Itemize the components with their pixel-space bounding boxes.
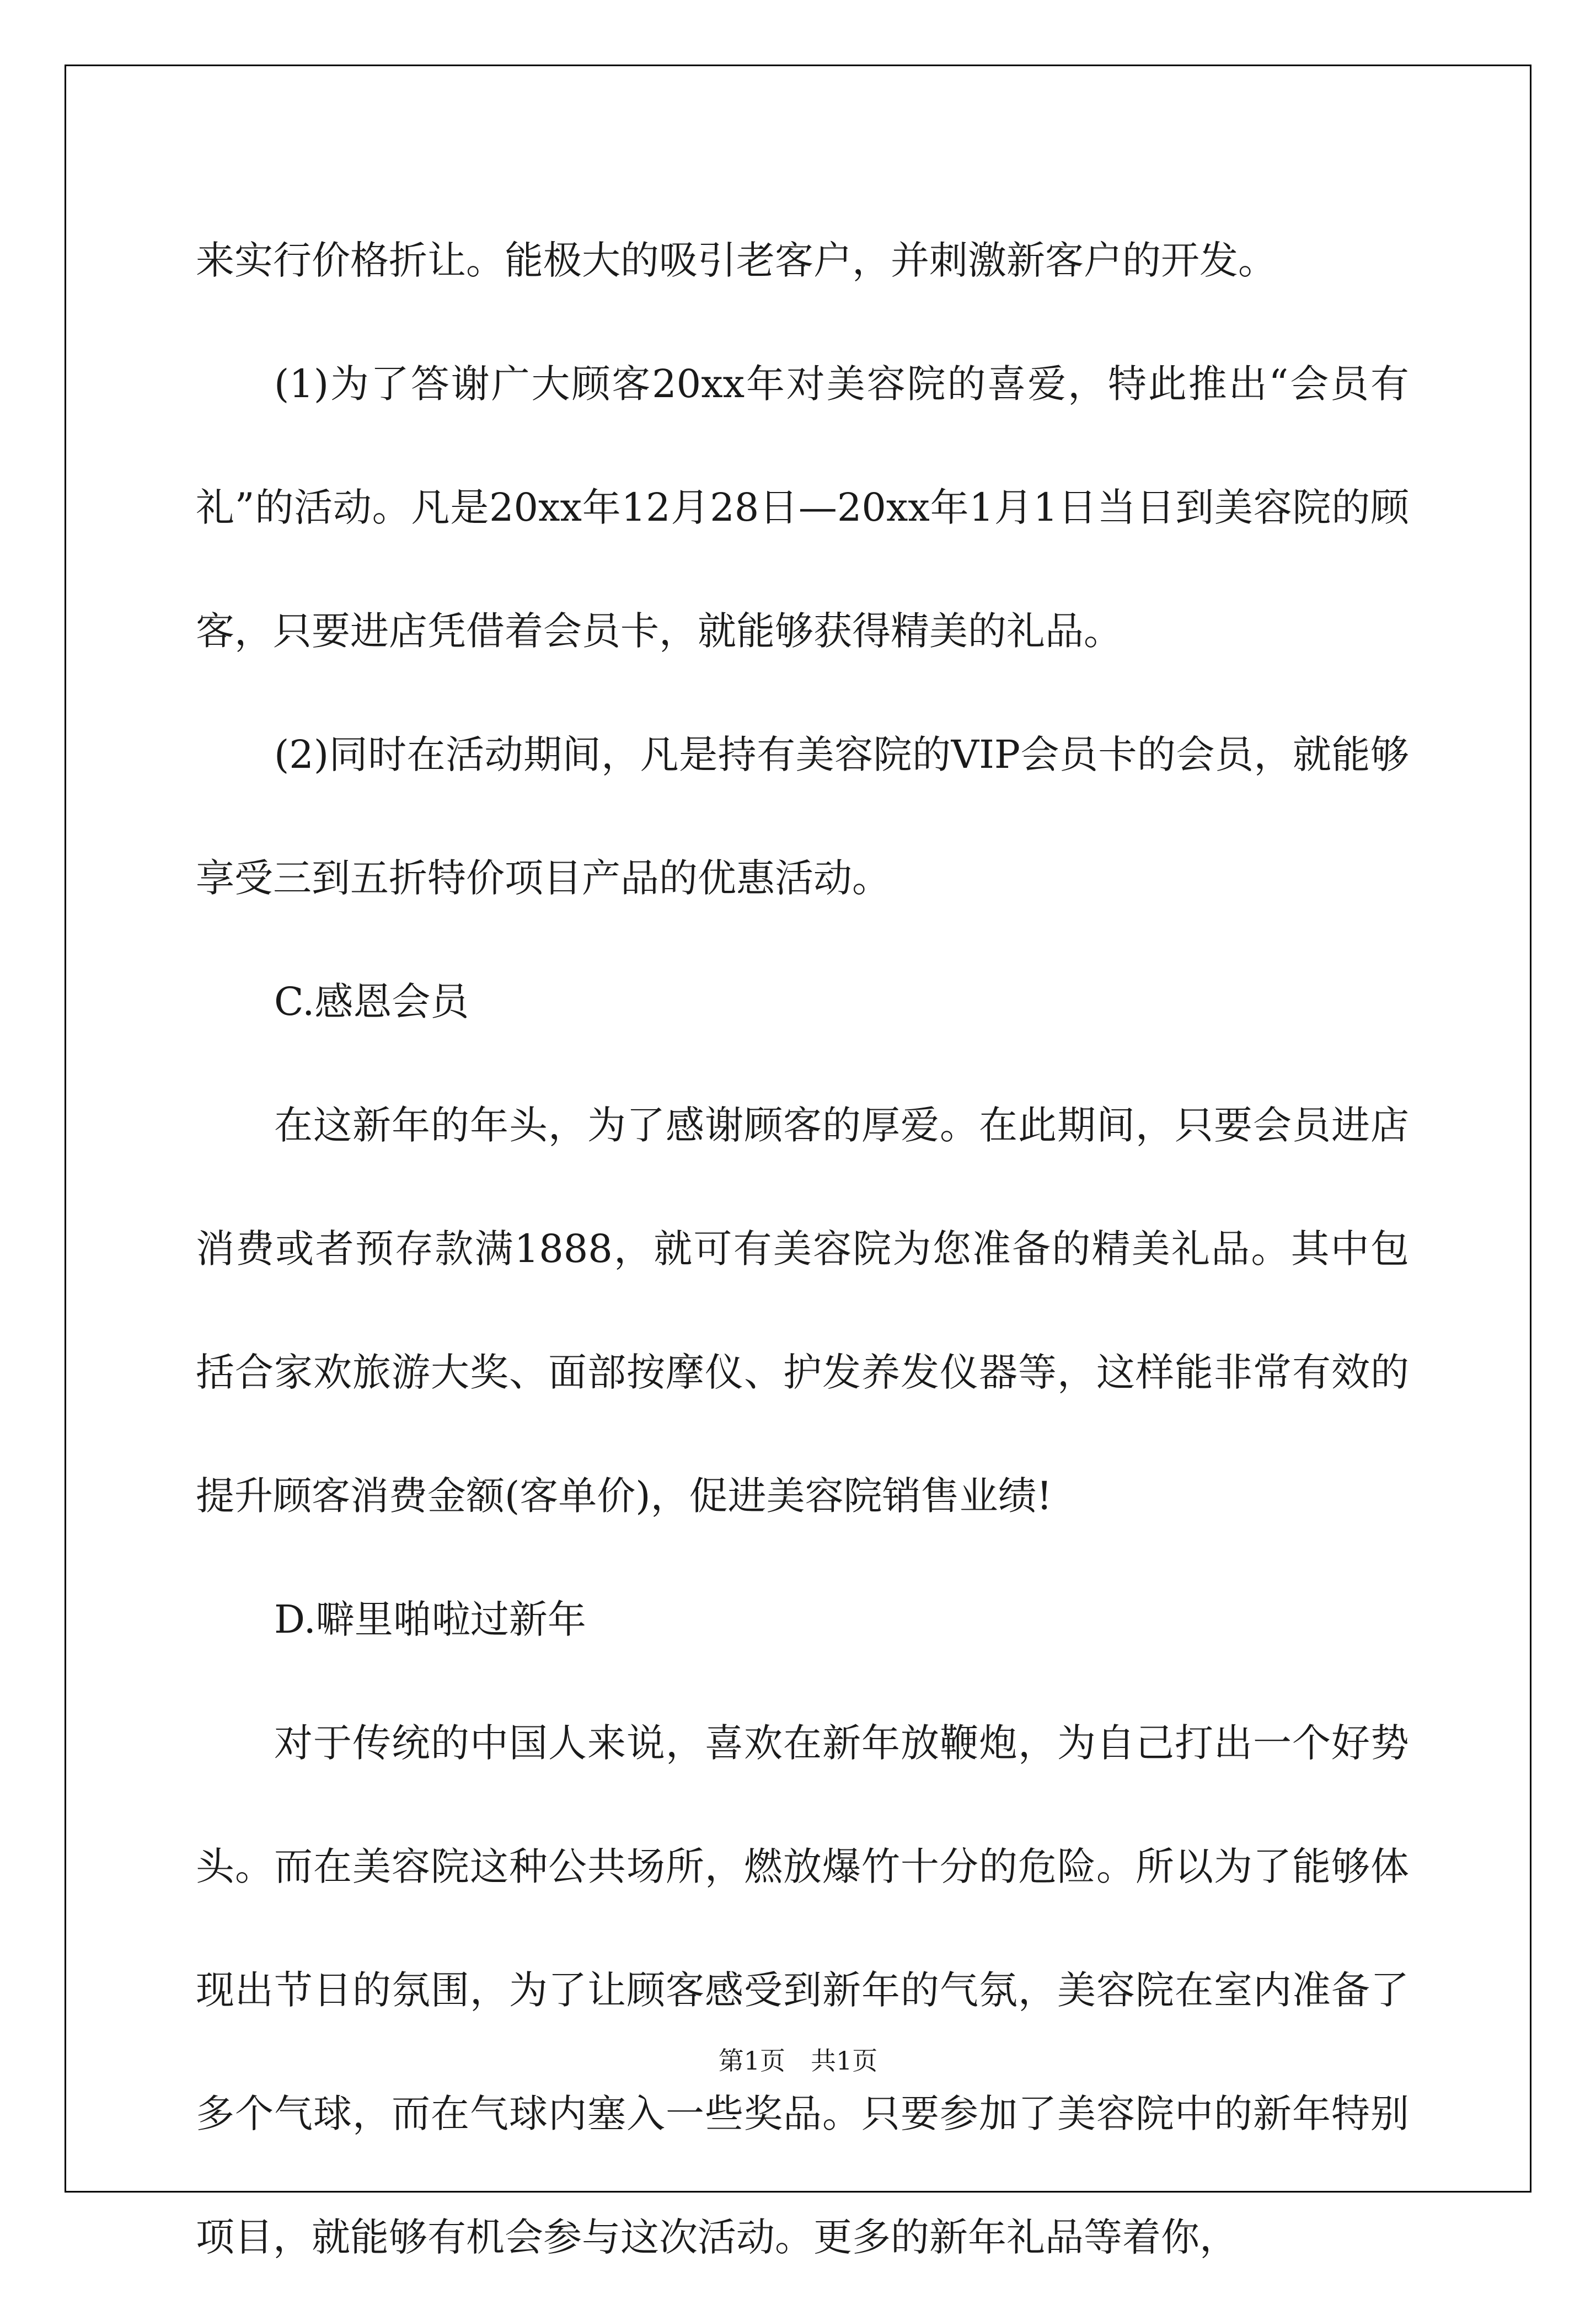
section-heading-d: D.噼里啪啦过新年 xyxy=(274,1597,586,1642)
paragraph-4: 在这新年的年头，为了感谢顾客的厚爱。在此期间，只要会员进店消费或者预存款满1888，就可有美容院为您准备的精美礼品。其中包括合家欢旅游大奖、面部按摩仪、护发养发仪器等，这样能非常有效的提升顾客消费金额(客单价)，促进美容院销售业绩! xyxy=(196,1103,1409,1519)
paragraph-5: 对于传统的中国人来说，喜欢在新年放鞭炮，为自己打出一个好势头。而在美容院这种公共场所，燃放爆竹十分的危险。所以为了能够体现出节日的氛围，为了让顾客感受到新年的气氛，美容院在室内准备了多个气球，而在气球内塞入一些奖品。只要参加了美容院中的新年特别项目，就能够有机会参与这次活动。更多的新年礼品等着你， xyxy=(196,1720,1409,2260)
paragraph-1: 来实行价格折让。能极大的吸引老客户，并刺激新客户的开发。 xyxy=(196,238,1277,283)
document-body xyxy=(196,199,1409,2299)
page-footer: 第1页 共1页 xyxy=(718,2046,878,2076)
section-heading-c: C.感恩会员 xyxy=(274,979,469,1024)
paragraph-2: (1)为了答谢广大顾客20xx年对美容院的喜爱，特此推出“会员有礼”的活动。凡是20xx年12月28日—20xx年1月1日当日到美容院的顾客，只要进店凭借着会员卡，就能够获得精美的礼品。 xyxy=(196,361,1409,654)
paragraph-3: (2)同时在活动期间，凡是持有美容院的VIP会员卡的会员，就能够享受三到五折特价项目产品的优惠活动。 xyxy=(196,732,1409,901)
